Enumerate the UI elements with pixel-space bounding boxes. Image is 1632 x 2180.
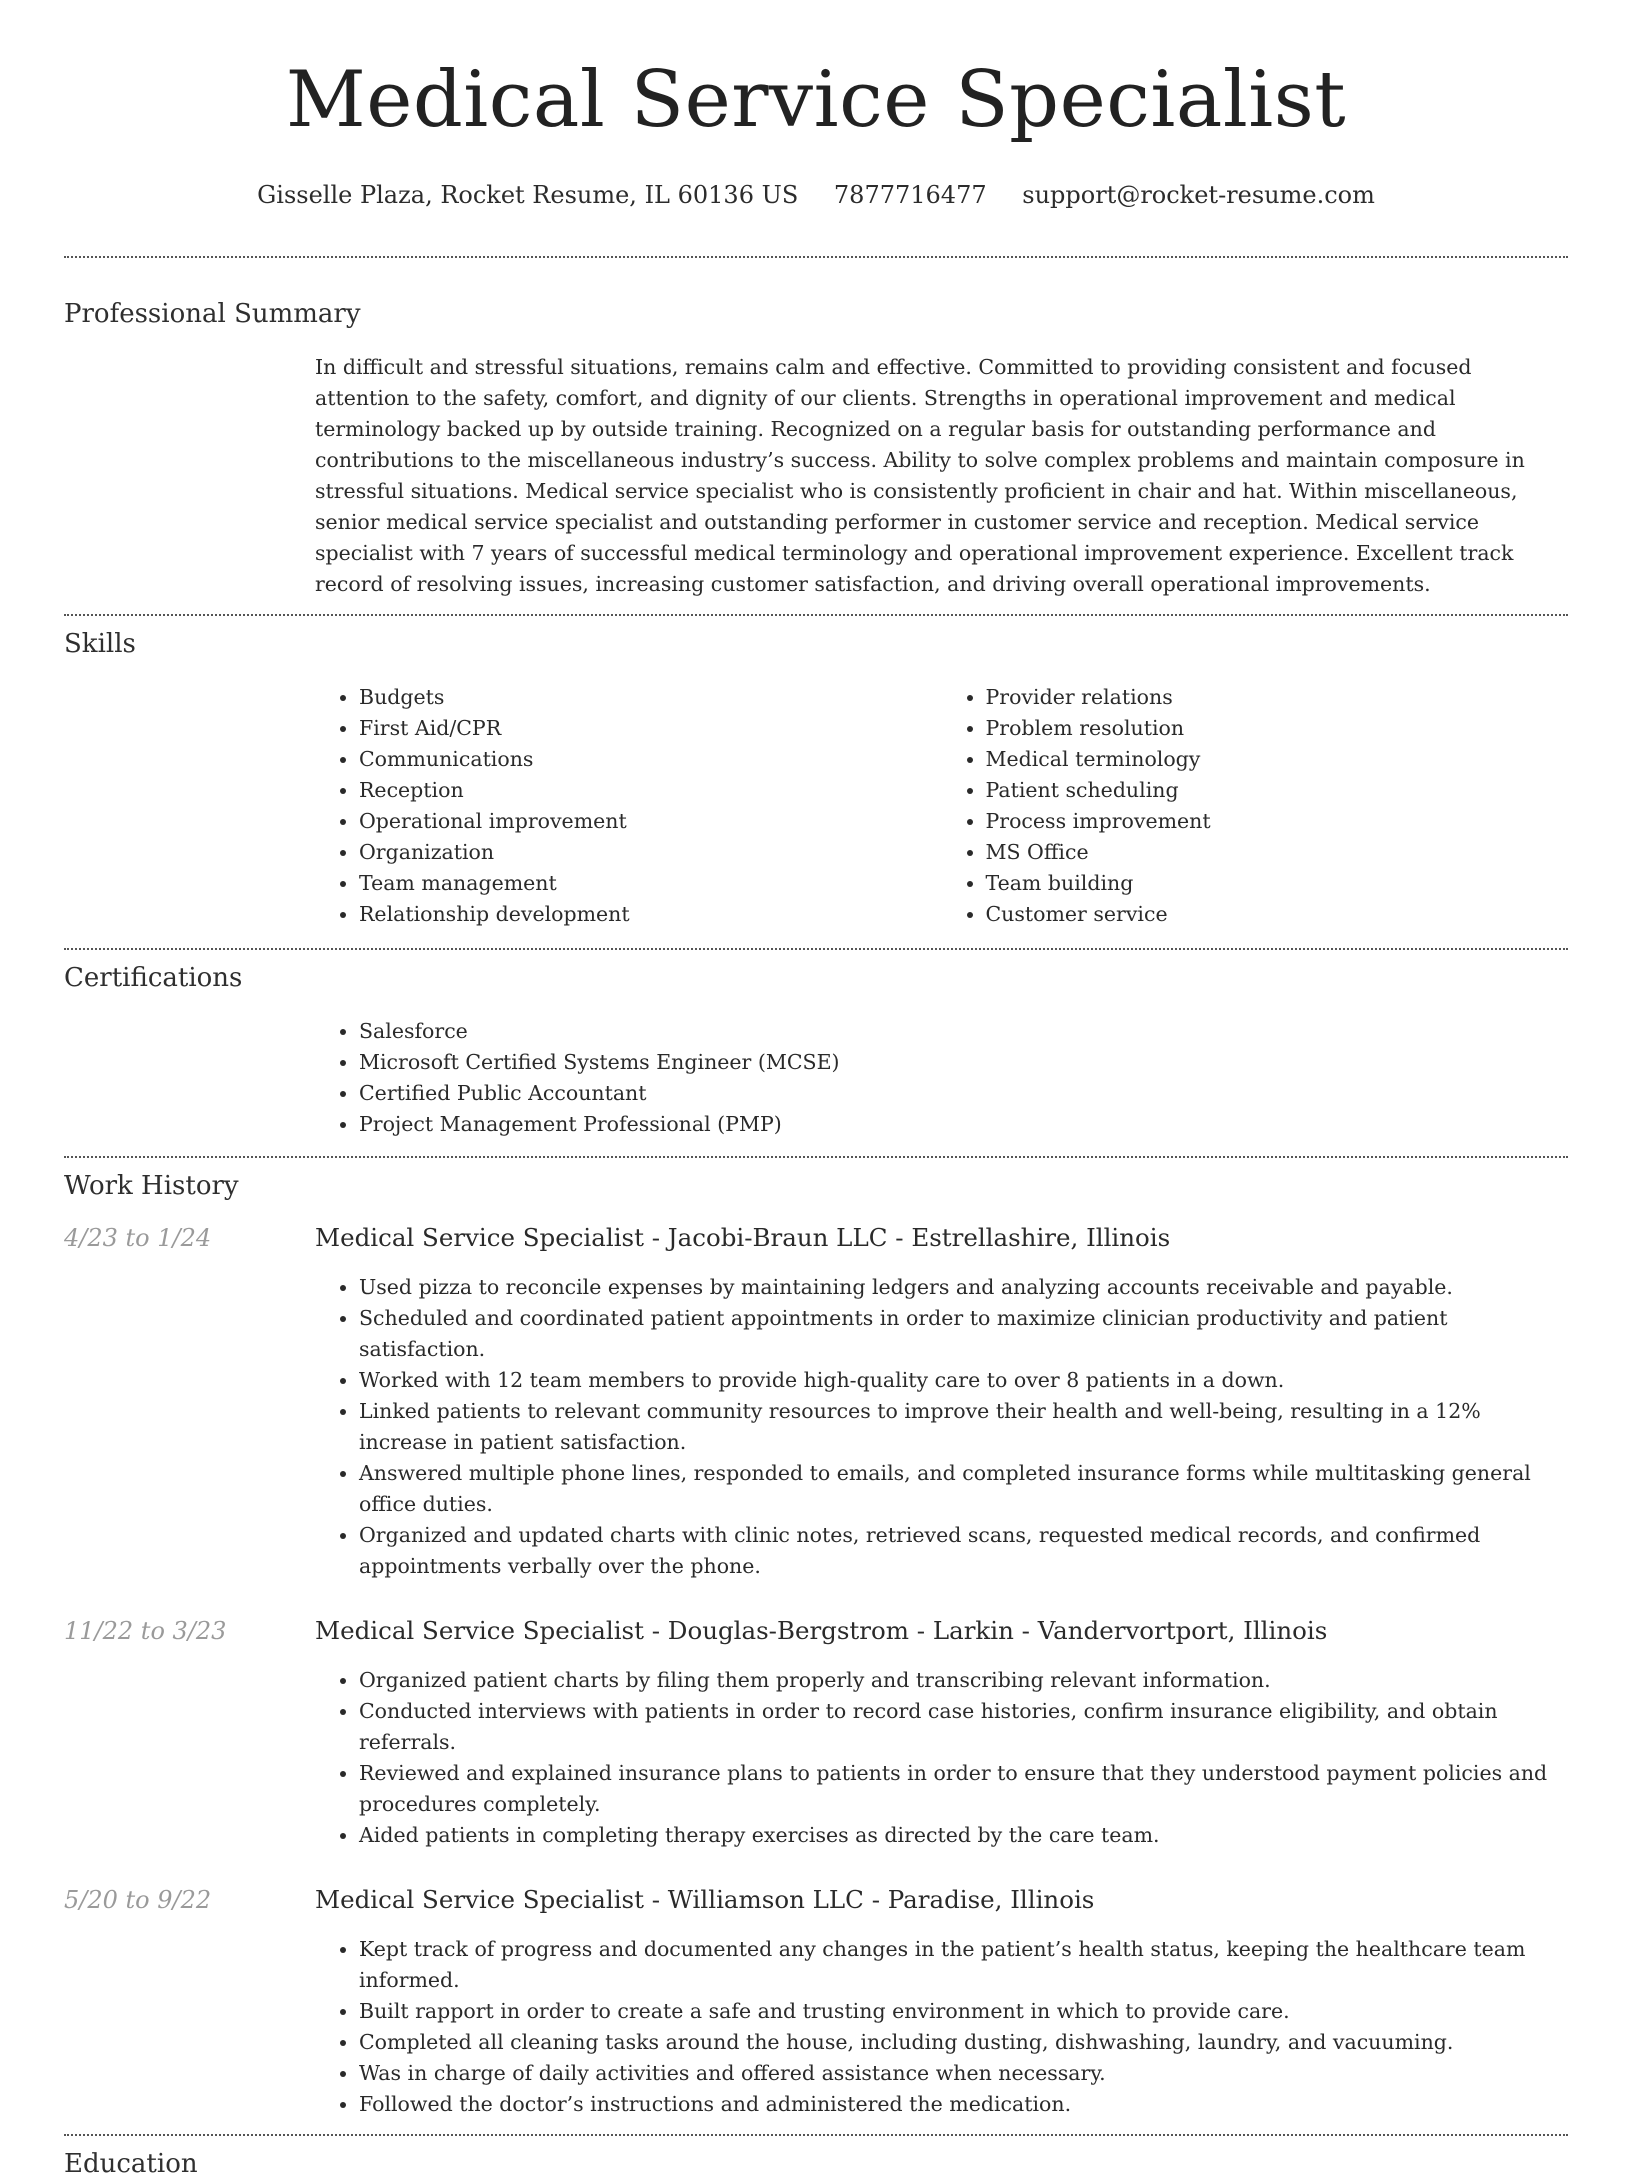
- section-divider: [64, 948, 1568, 950]
- job-duty: • Answered multiple phone lines, responded to emails, and completed insurance forms while multitasking general office duties.: [359, 1458, 1568, 1520]
- resume-page: [64, 0, 1568, 2180]
- education-section: [64, 2148, 1568, 2180]
- job-duty: • Aided patients in completing therapy exercises as directed by the care team.: [359, 1820, 1568, 1851]
- section-divider: [64, 256, 1568, 258]
- job-duty: • Organized and updated charts with clinic notes, retrieved scans, requested medical records, and confirmed appointments verbally over the phone.: [359, 1520, 1568, 1582]
- job-duty: • Built rapport in order to create a safe and trusting environment in which to provide care.: [359, 1996, 1568, 2027]
- work-history-section: [64, 1170, 1568, 2120]
- education-title: Education: [64, 2149, 198, 2179]
- skill-item: • Relationship development: [359, 899, 942, 930]
- skill-item: • Budgets: [359, 682, 942, 713]
- job-duty: • Organized patient charts by filing them properly and transcribing relevant information.: [359, 1665, 1568, 1696]
- skill-item: • First Aid/CPR: [359, 713, 942, 744]
- certification-item: • Microsoft Certified Systems Engineer (MCSE): [359, 1047, 1568, 1078]
- contact-email: support@rocket-resume.com: [1022, 181, 1375, 209]
- job-duty: • Worked with 12 team members to provide high-quality care to over 8 patients in a down.: [359, 1365, 1568, 1396]
- summary-title: Professional Summary: [64, 299, 361, 329]
- skill-item: • Process improvement: [986, 806, 1569, 837]
- job-duty: • Was in charge of daily activities and offered assistance when necessary.: [359, 2058, 1568, 2089]
- contact-address: Gisselle Plaza, Rocket Resume, IL 60136 US: [257, 181, 799, 209]
- skills-title: Skills: [64, 629, 136, 659]
- summary-text: In difficult and stressful situations, remains calm and effective. Committed to providing consistent and focused attention to the safety, comfort, and dignity of our clients. Strengths in operational improvement and medical terminology backed up by outside training. Recognized on a regular basis for outstanding performance and contributions to the miscellaneous industry’s success. Ability to solve complex problems and maintain composure in stressful situations. Medical service specialist who is consistently proficient in chair and hat. Within miscellaneous, senior medical service specialist and outstanding performer in customer service and reception. Medical service specialist with 7 years of successful medical terminology and operational improvement experience. Excellent track record of resolving issues, increasing customer satisfaction, and driving overall operational improvements.: [315, 355, 1525, 596]
- job-title: Medical Service Specialist - Jacobi-Braun LLC - Estrellashire, Illinois: [315, 1223, 1171, 1252]
- skill-item: • Communications: [359, 744, 942, 775]
- skill-item: • Team building: [986, 868, 1569, 899]
- skill-item: • Provider relations: [986, 682, 1569, 713]
- certification-item: • Project Management Professional (PMP): [359, 1109, 1568, 1140]
- job-date: 11/22 to 3/23: [64, 1617, 227, 1645]
- job-duties-list: [315, 1934, 1568, 2120]
- skill-item: • Team management: [359, 868, 942, 899]
- skills-section: [64, 628, 1568, 930]
- contact-line: [64, 178, 1568, 212]
- skill-item: • Customer service: [986, 899, 1569, 930]
- skill-item: • Operational improvement: [359, 806, 942, 837]
- certification-item: • Certified Public Accountant: [359, 1078, 1568, 1109]
- skill-item: • Problem resolution: [986, 713, 1569, 744]
- summary-section: [64, 298, 1568, 600]
- skill-item: • Organization: [359, 837, 942, 868]
- job-date: 5/20 to 9/22: [64, 1886, 212, 1914]
- skill-item: • MS Office: [986, 837, 1569, 868]
- section-divider: [64, 614, 1568, 616]
- job-entry: [64, 1615, 1568, 1851]
- job-date: 4/23 to 1/24: [64, 1224, 212, 1252]
- job-duty: • Linked patients to relevant community resources to improve their health and well-being, resulting in a 12% increase in patient satisfaction.: [359, 1396, 1568, 1458]
- certifications-title: Certifications: [64, 963, 243, 993]
- certifications-list: [315, 1016, 1568, 1140]
- resume-name: Medical Service Specialist: [285, 55, 1347, 145]
- section-divider: [64, 2134, 1568, 2136]
- job-duties-list: [315, 1272, 1568, 1582]
- job-duty: • Followed the doctor’s instructions and administered the medication.: [359, 2089, 1568, 2120]
- job-duty: • Used pizza to reconcile expenses by maintaining ledgers and analyzing accounts receivable and payable.: [359, 1272, 1568, 1303]
- job-duty: • Completed all cleaning tasks around the house, including dusting, dishwashing, laundry, and vacuuming.: [359, 2027, 1568, 2058]
- job-title: Medical Service Specialist - Douglas-Bergstrom - Larkin - Vandervortport, Illinois: [315, 1616, 1328, 1645]
- job-duty: • Scheduled and coordinated patient appointments in order to maximize clinician productivity and patient satisfaction.: [359, 1303, 1568, 1365]
- job-duty: • Kept track of progress and documented any changes in the patient’s health status, keeping the healthcare team informed.: [359, 1934, 1568, 1996]
- job-entry: [64, 1222, 1568, 1582]
- contact-phone: 7877716477: [833, 181, 987, 209]
- job-duty: • Conducted interviews with patients in order to record case histories, confirm insurance eligibility, and obtain referrals.: [359, 1696, 1568, 1758]
- section-divider: [64, 1156, 1568, 1158]
- job-duties-list: [315, 1665, 1568, 1851]
- skill-item: • Patient scheduling: [986, 775, 1569, 806]
- certifications-section: [64, 962, 1568, 1140]
- job-title: Medical Service Specialist - Williamson LLC - Paradise, Illinois: [315, 1885, 1095, 1914]
- job-duty: • Reviewed and explained insurance plans to patients in order to ensure that they understood payment policies and procedures completely.: [359, 1758, 1568, 1820]
- skills-list-left: [315, 682, 942, 930]
- skills-grid: [315, 682, 1568, 930]
- work-history-title: Work History: [64, 1171, 239, 1201]
- skill-item: • Reception: [359, 775, 942, 806]
- certification-item: • Salesforce: [359, 1016, 1568, 1047]
- job-entry: [64, 1884, 1568, 2120]
- skills-list-right: [942, 682, 1569, 930]
- skill-item: • Medical terminology: [986, 744, 1569, 775]
